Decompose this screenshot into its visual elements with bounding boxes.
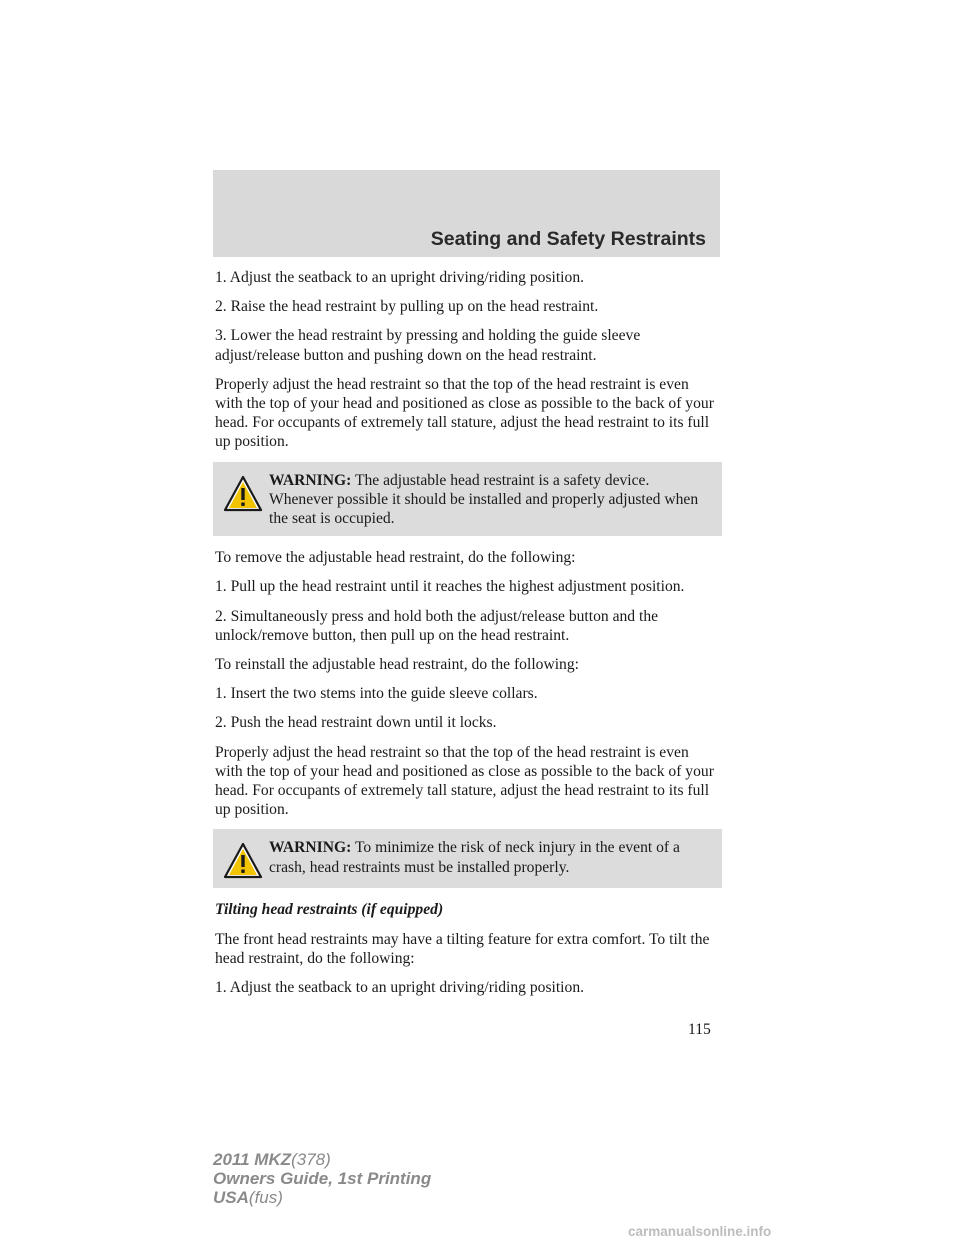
watermark: carmanualsonline.info [628,1224,772,1239]
body-paragraph: The front head restraints may have a tilting feature for extra comfort. To tilt the head restraint, do the following: [215,930,710,967]
warning-box [213,829,722,888]
body-paragraph: To remove the adjustable head restraint, do the following: [215,549,576,567]
body-paragraph: To reinstall the adjustable head restraint, do the following: [215,656,579,674]
step-paragraph: 2. Simultaneously press and hold both the adjust/release button and the unlock/remove button, then pull up on the head restraint. [215,607,659,644]
section-header-band [213,170,720,257]
warning-triangle-icon [223,475,263,513]
step-paragraph: 3. Lower the head restraint by pressing and holding the guide sleeve adjust/release button and pushing down on the head restraint. [215,327,641,364]
step-paragraph: 1. Pull up the head restraint until it reaches the highest adjustment position. [215,578,685,596]
step-paragraph: 1. Adjust the seatback to an upright driving/riding position. [215,979,585,997]
step-paragraph: 1. Adjust the seatback to an upright driving/riding position. [215,269,585,286]
step-paragraph: 1. Insert the two stems into the guide sleeve collars. [215,685,538,703]
warning-label: WARNING: [269,471,352,489]
warning-text: The adjustable head restraint is a safety device. Whenever possible it should be installed and properly adjusted when the seat is occupied. [269,471,699,528]
step-paragraph: 2. Raise the head restraint by pulling up on the head restraint. [215,298,599,316]
section-title: Seating and Safety Restraints [430,228,706,250]
page-content [215,268,720,1007]
body-paragraph: Properly adjust the head restraint so that the top of the head restraint is even with the top of your head and positioned as close as possible to the back of your head. For occupants of extremely tall stature, adjust the head restraint to its full up position. [215,743,714,819]
footer-market: USA [213,1188,249,1207]
footer-model: 2011 MKZ [213,1150,292,1169]
step-paragraph: 2. Push the head restraint down until it locks. [215,714,497,732]
warning-label: WARNING: [269,839,352,857]
warning-text: To minimize the risk of neck injury in the event of a crash, head restraints must be installed properly. [269,839,680,876]
footer-market-code: (fus) [248,1188,283,1207]
page-number: 115 [688,1021,711,1038]
body-paragraph: Properly adjust the head restraint so that the top of the head restraint is even with the top of your head and positioned as close as possible to the back of your head. For occupants of extremely tall stature, adjust the head restraint to its full up position. [215,375,714,451]
subheading: Tilting head restraints (if equipped) [215,901,444,919]
print-footer [213,1150,431,1207]
warning-triangle-icon [223,842,263,880]
footer-code: (378) [291,1150,331,1169]
footer-edition: Owners Guide, 1st Printing [213,1169,432,1188]
warning-box [213,462,722,537]
